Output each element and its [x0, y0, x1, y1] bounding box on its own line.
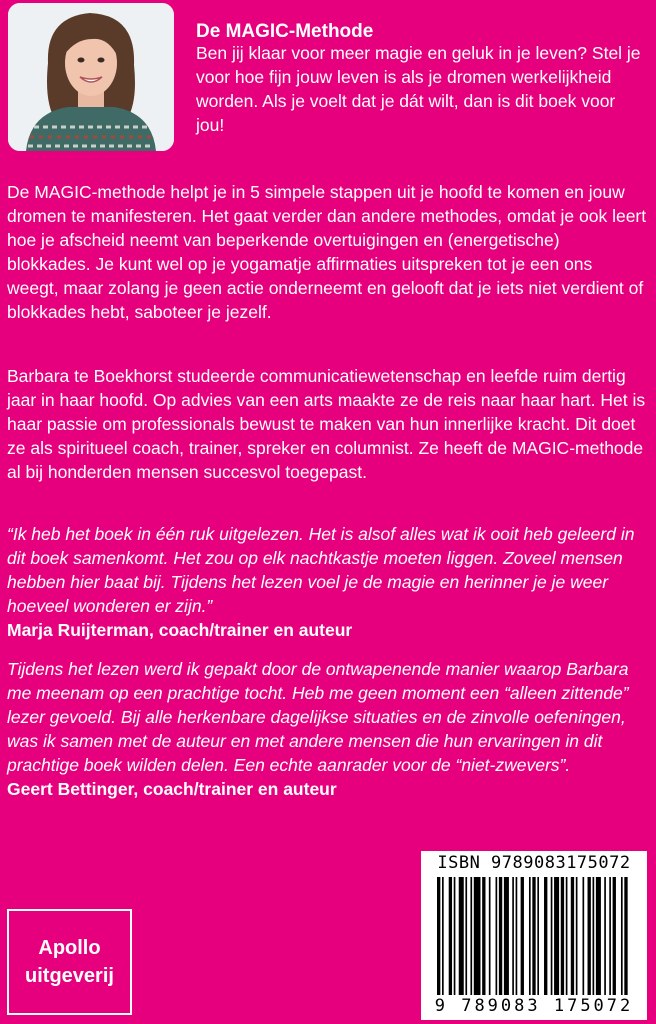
book-title: De MAGIC-Methode: [196, 21, 374, 42]
barcode-bar: [449, 877, 452, 995]
barcode-bar: [596, 877, 601, 995]
barcode-bar: [593, 877, 595, 995]
isbn-digits: 9 789083 175072: [434, 996, 634, 1016]
barcode-bar: [529, 877, 531, 995]
testimonial-2-author: Geert Bettinger, coach/trainer en auteur: [7, 779, 337, 799]
barcode-bar: [621, 877, 623, 995]
barcode-bar: [532, 877, 535, 995]
barcode-bars: [437, 877, 631, 995]
barcode-bar: [551, 877, 553, 995]
barcode-bar: [566, 877, 568, 995]
barcode-bar: [489, 877, 491, 995]
body-paragraph-author-bio: Barbara te Boekhorst studeerde communicatiewetenschap en leefde ruim dertig jaar in haar hoofd. Op advies van een arts maakte ze de reis naar haar hart. Het is haar passie om professionals bewust te maken van hun innerlijke kracht. Dit doet ze als spiritueel coach, trainer, spreker en columnist. Ze heeft de MAGIC-methode al bij honderden mensen succesvol toegepast.: [7, 366, 646, 482]
barcode-bar: [504, 877, 509, 995]
isbn-barcode: [421, 851, 647, 1020]
barcode-bar: [499, 877, 502, 995]
body-paragraph-method: De MAGIC-methode helpt je in 5 simpele stappen uit je hoofd te komen en jouw dromen te manifesteren. Het gaat verder dan andere methodes, omdat je ook leert hoe je afscheid neemt van beperkende overtuigingen en (energetische) blokkades. Je kunt wel op je yogamatje affirmaties uitspreken tot je een ons weegt, maar zolang je geen actie onderneemt en gelooft dat je iets niet verdient of blokkades hebt, saboteer je jezelf.: [7, 182, 647, 322]
barcode-bar: [459, 877, 464, 995]
barcode-bar: [470, 877, 472, 995]
barcode-bar: [437, 877, 440, 995]
barcode-bar: [465, 877, 467, 995]
barcode-bar: [583, 877, 585, 995]
publisher-name-line1: Apollo: [38, 937, 101, 959]
testimonial-1-author: Marja Ruijterman, coach/trainer en auteur: [7, 620, 353, 640]
barcode-bar: [588, 877, 591, 995]
barcode-bar: [516, 877, 518, 995]
barcode-bar: [624, 877, 627, 995]
barcode-bar: [561, 877, 564, 995]
testimonial-1-quote: “Ik heb het boek in één ruk uitgelezen. Het is alsof alles wat ik ooit heb geleerd in dit boek samenkomt. Het zou op elk nachtkastje moeten liggen. Zoveel mensen hebben hier baat bij. Tijdens het lezen voel je de magie en herinner je je weer hoeveel wonderen er zijn.”: [7, 524, 635, 616]
barcode-bar: [604, 877, 606, 995]
barcode-bar: [571, 877, 574, 995]
barcode-bar: [537, 877, 539, 995]
testimonial-2: [7, 657, 647, 801]
isbn-label: ISBN 9789083175072: [437, 853, 631, 873]
publisher-logo: [7, 909, 132, 1015]
barcode-bar: [576, 877, 578, 995]
barcode-bar: [482, 877, 485, 995]
publisher-name-line2: uitgeverij: [25, 965, 114, 987]
barcode-bar: [454, 877, 456, 995]
author-photo: [8, 3, 174, 151]
barcode-bar: [474, 877, 481, 995]
intro-text: Ben jij klaar voor meer magie en geluk in je leven? Stel je voor hoe fijn jouw leven is als je dromen werkelijkheid worden. Als je voelt dat je dát wilt, dan is dit boek voor jou!: [196, 43, 641, 135]
barcode-bar: [544, 877, 547, 995]
barcode-bar: [512, 877, 514, 995]
testimonial-1: [7, 522, 647, 642]
barcode-bar: [496, 877, 498, 995]
barcode-bar: [609, 877, 611, 995]
barcode-bar: [521, 877, 524, 995]
barcode-bar: [613, 877, 616, 995]
testimonial-2-quote: Tijdens het lezen werd ik gepakt door de ontwapenende manier waarop Barbara me meenam op een prachtige tocht. Heb me geen moment een “alleen zittende” lezer gevoeld. Bij alle herkenbare dagelijkse situaties en de zinvolle oefeningen, was ik samen met de auteur en met andere mensen die hun ervaringen in dit prachtige boek wilden delen. Een echte aanrader voor de “niet-zwevers”.: [7, 659, 629, 775]
author-portrait-image: [8, 3, 174, 151]
barcode-bar: [554, 877, 559, 995]
barcode-bar: [442, 877, 444, 995]
